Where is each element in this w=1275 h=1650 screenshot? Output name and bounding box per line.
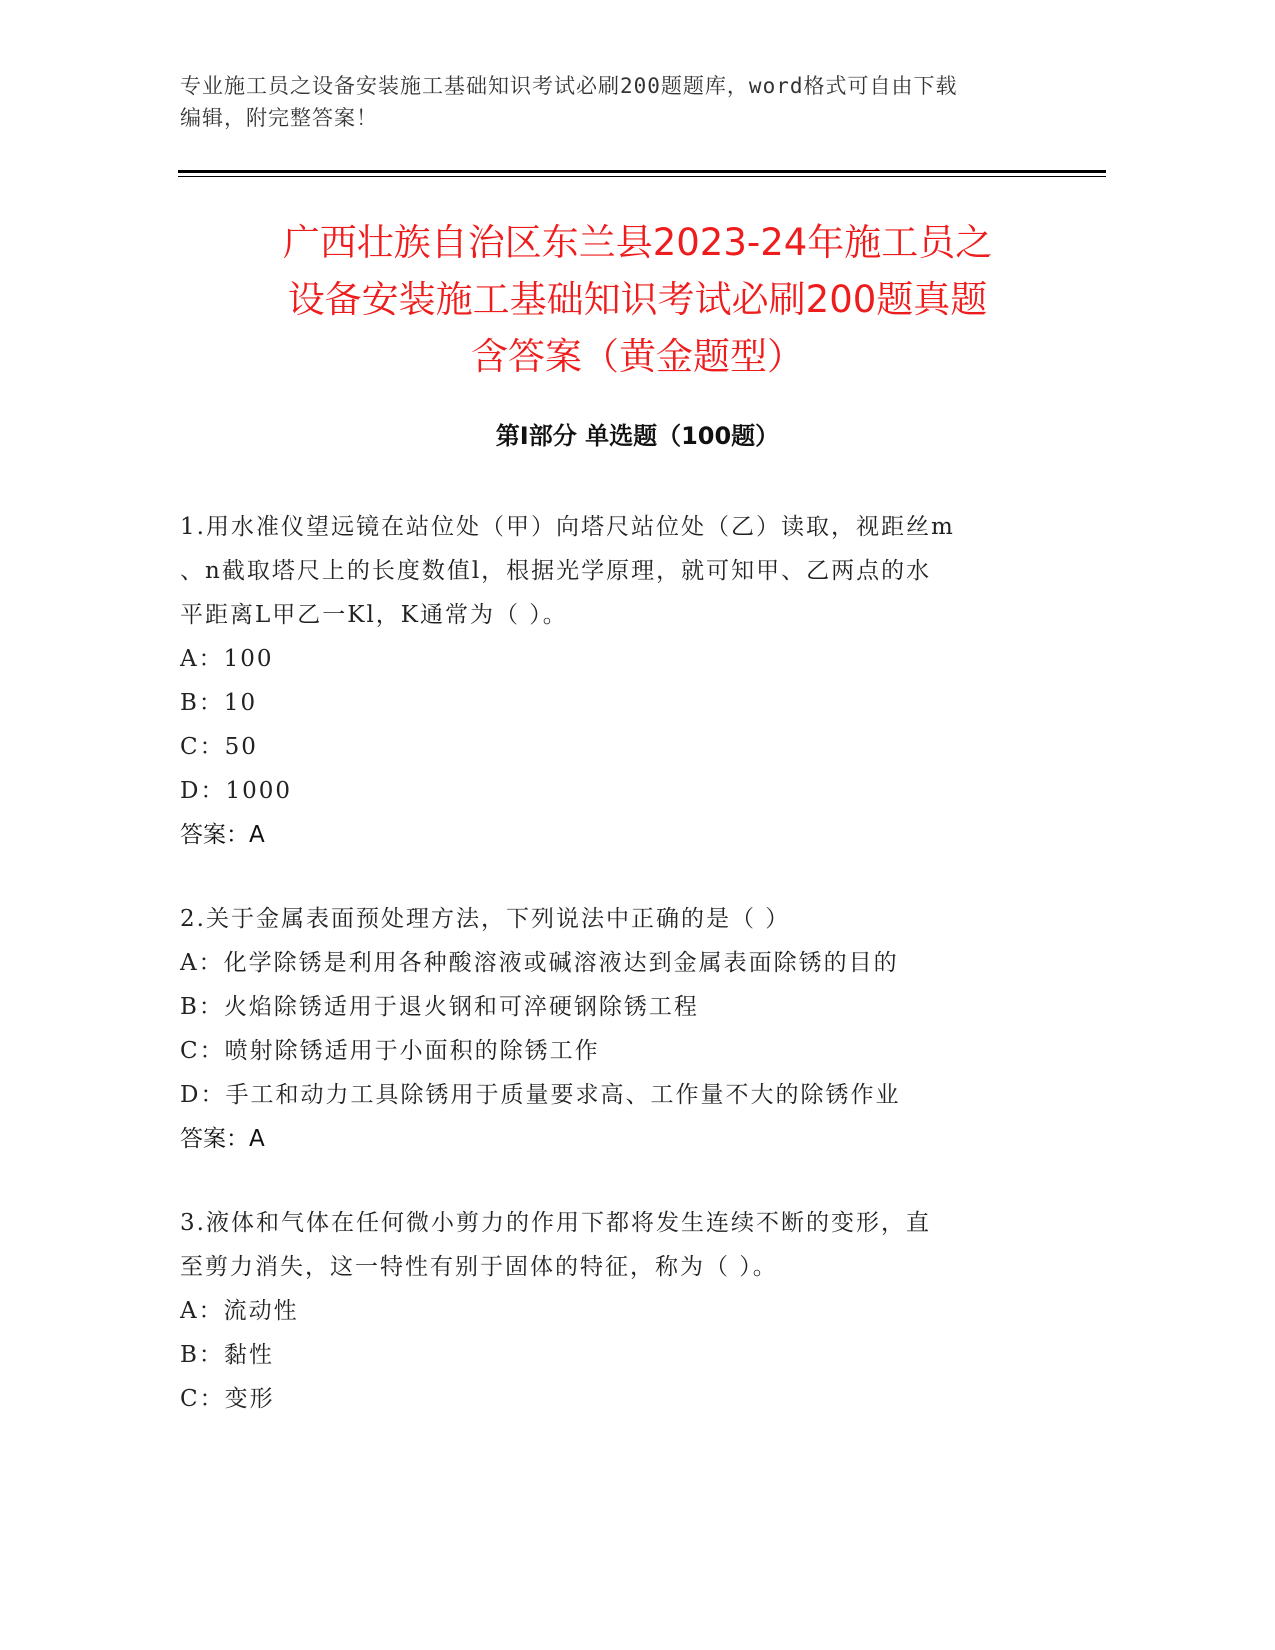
option-d: D：1000	[180, 778, 292, 804]
option-a: A：流动性	[180, 1298, 299, 1324]
question-stem-line: 1.用水准仪望远镜在站位处（甲）向塔尺站位处（乙）读取，视距丝m	[180, 514, 955, 540]
option-c: C：变形	[180, 1386, 275, 1412]
option-d: D：手工和动力工具除锈用于质量要求高、工作量不大的除锈作业	[180, 1082, 901, 1108]
option-b: B：黏性	[180, 1342, 274, 1368]
option-b: B：火焰除锈适用于退火钢和可淬硬钢除锈工程	[180, 994, 699, 1020]
question-1	[180, 505, 1060, 857]
header-note	[180, 70, 1060, 134]
document-title-line-2: 设备安装施工基础知识考试必刷200题真题	[287, 278, 988, 321]
section-title: 第Ⅰ部分 单选题（100题）	[495, 422, 780, 450]
question-stem	[180, 1201, 1060, 1289]
answer: 答案：A	[180, 822, 265, 848]
document-title-line-3: 含答案（黄金题型）	[471, 335, 804, 378]
question-2	[180, 897, 1060, 1161]
question-stem-line: 3.液体和气体在任何微小剪力的作用下都将发生连续不断的变形，直	[180, 1210, 931, 1236]
document-title-line-1: 广西壮族自治区东兰县2023-24年施工员之	[282, 221, 993, 264]
question-list	[180, 505, 1060, 1461]
option-c: C：喷射除锈适用于小面积的除锈工作	[180, 1038, 600, 1064]
document-title	[150, 214, 1125, 385]
answer: 答案：A	[180, 1126, 265, 1152]
question-stem-line: 、n截取塔尺上的长度数值l，根据光学原理，就可知甲、乙两点的水	[180, 558, 932, 584]
option-c: C：50	[180, 734, 258, 760]
header-note-line-1: 专业施工员之设备安装施工基础知识考试必刷200题题库，word格式可自由下载	[180, 74, 958, 98]
question-stem	[180, 505, 1060, 637]
option-a: A：化学除锈是利用各种酸溶液或碱溶液达到金属表面除锈的目的	[180, 950, 899, 976]
question-stem	[180, 897, 1060, 941]
header-divider-thick	[178, 170, 1106, 173]
header-divider-thin	[178, 176, 1106, 177]
question-stem-line: 至剪力消失，这一特性有别于固体的特征，称为（ ）。	[180, 1254, 778, 1280]
option-b: B：10	[180, 690, 258, 716]
question-3	[180, 1201, 1060, 1421]
question-stem-line: 平距离L甲乙一Kl，K通常为（ ）。	[180, 602, 568, 628]
question-stem-line: 2.关于金属表面预处理方法，下列说法中正确的是（ ）	[180, 906, 791, 932]
header-note-line-2: 编辑，附完整答案！	[180, 106, 378, 130]
option-a: A：100	[180, 646, 274, 672]
